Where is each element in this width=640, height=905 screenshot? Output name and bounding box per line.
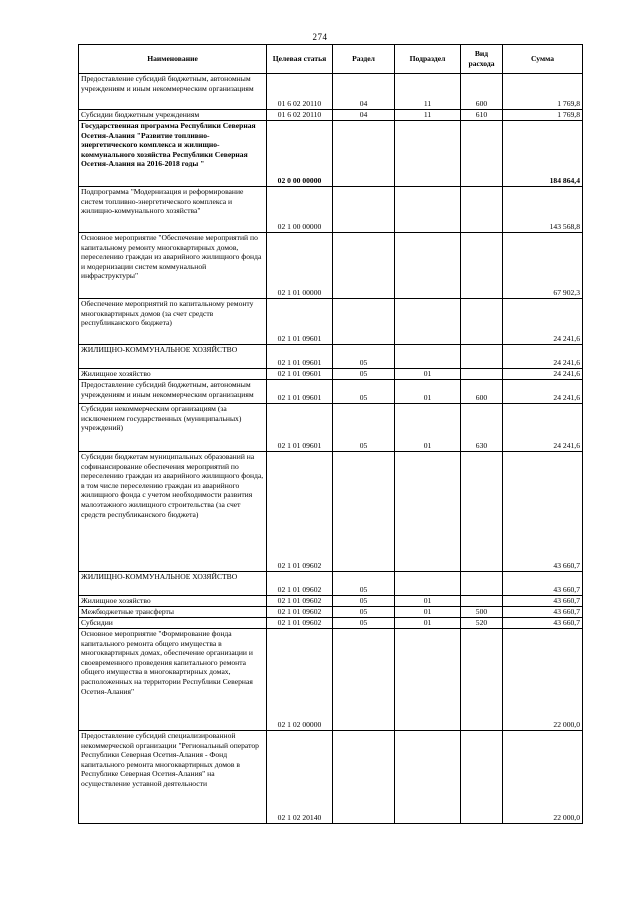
row-target-article: 01 6 02 20110 xyxy=(267,74,333,110)
row-expense-type xyxy=(461,731,503,824)
row-expense-type xyxy=(461,121,503,187)
row-expense-type xyxy=(461,299,503,345)
row-section: 05 xyxy=(333,607,395,618)
row-subsection: 01 xyxy=(395,607,461,618)
row-subsection: 11 xyxy=(395,110,461,121)
row-name: ЖИЛИЩНО-КОММУНАЛЬНОЕ ХОЗЯЙСТВО xyxy=(79,345,267,369)
table-row xyxy=(79,618,583,629)
header-target-article: Целевая статья xyxy=(267,45,333,74)
row-target-article: 02 1 02 20140 xyxy=(267,731,333,824)
row-name: Основное мероприятие "Обеспечение мероприятий по капитальному ремонту многоквартирных домов, переселению граждан из аварийного жилищного фонда и модернизации систем коммунальной инфраструктуры" xyxy=(79,233,267,299)
row-target-article: 02 1 01 09601 xyxy=(267,369,333,380)
row-sum: 43 660,7 xyxy=(503,607,583,618)
row-target-article: 02 1 01 09601 xyxy=(267,299,333,345)
row-name: Предоставление субсидий бюджетным, автономным учреждениям и иным некоммерческим организациям xyxy=(79,74,267,110)
table-row xyxy=(79,596,583,607)
row-expense-type xyxy=(461,596,503,607)
row-subsection: 01 xyxy=(395,380,461,404)
row-name: Обеспечение мероприятий по капитальному ремонту многоквартирных домов (за счет средств республиканского бюджета) xyxy=(79,299,267,345)
table-row xyxy=(79,299,583,345)
row-expense-type: 600 xyxy=(461,74,503,110)
row-name: Предоставление субсидий бюджетным, автономным учреждениям и иным некоммерческим организациям xyxy=(79,380,267,404)
row-subsection xyxy=(395,345,461,369)
row-sum: 43 660,7 xyxy=(503,618,583,629)
row-expense-type xyxy=(461,187,503,233)
row-target-article: 02 1 01 09602 xyxy=(267,572,333,596)
row-target-article: 02 1 01 09602 xyxy=(267,607,333,618)
row-subsection xyxy=(395,731,461,824)
row-subsection xyxy=(395,299,461,345)
row-section xyxy=(333,121,395,187)
row-name: ЖИЛИЩНО-КОММУНАЛЬНОЕ ХОЗЯЙСТВО xyxy=(79,572,267,596)
row-name: Жилищное хозяйство xyxy=(79,369,267,380)
row-subsection: 11 xyxy=(395,74,461,110)
row-section: 05 xyxy=(333,596,395,607)
row-section xyxy=(333,452,395,572)
table-row xyxy=(79,572,583,596)
row-section: 05 xyxy=(333,572,395,596)
row-name: Основное мероприятие "Формирование фонда капитального ремонта общего имущества в многоквартирных домах, обеспечение организации и своевременного проведения капитального ремонта общего имущества в многоквартирных домах, расположенных на территории Республики Северная Осетия-Алания" xyxy=(79,629,267,731)
row-target-article: 01 6 02 20110 xyxy=(267,110,333,121)
row-target-article: 02 1 01 09602 xyxy=(267,596,333,607)
row-expense-type xyxy=(461,345,503,369)
table-row xyxy=(79,452,583,572)
row-section xyxy=(333,629,395,731)
budget-table xyxy=(78,44,583,824)
row-name: Жилищное хозяйство xyxy=(79,596,267,607)
header-sum: Сумма xyxy=(503,45,583,74)
row-section: 05 xyxy=(333,404,395,452)
table-row xyxy=(79,607,583,618)
row-expense-type xyxy=(461,452,503,572)
row-sum: 43 660,7 xyxy=(503,596,583,607)
row-subsection: 01 xyxy=(395,404,461,452)
row-expense-type xyxy=(461,233,503,299)
table-row xyxy=(79,121,583,187)
header-subsection: Подраздел xyxy=(395,45,461,74)
row-section xyxy=(333,187,395,233)
row-sum: 22 000,0 xyxy=(503,629,583,731)
header-expense-type: Вид расхода xyxy=(461,45,503,74)
table-row xyxy=(79,369,583,380)
row-expense-type xyxy=(461,572,503,596)
row-expense-type: 520 xyxy=(461,618,503,629)
row-section xyxy=(333,233,395,299)
row-subsection xyxy=(395,629,461,731)
table-row xyxy=(79,74,583,110)
row-sum: 67 902,3 xyxy=(503,233,583,299)
table-row xyxy=(79,187,583,233)
table-row xyxy=(79,345,583,369)
table-row xyxy=(79,233,583,299)
row-sum: 22 000,0 xyxy=(503,731,583,824)
row-sum: 24 241,6 xyxy=(503,404,583,452)
page-number: 274 xyxy=(312,32,328,42)
row-target-article: 02 1 01 09601 xyxy=(267,404,333,452)
row-sum: 43 660,7 xyxy=(503,572,583,596)
row-sum: 24 241,6 xyxy=(503,299,583,345)
row-name: Субсидии xyxy=(79,618,267,629)
row-expense-type: 630 xyxy=(461,404,503,452)
row-name: Субсидии некоммерческим организациям (за исключением государственных (муниципальных) учреждений) xyxy=(79,404,267,452)
row-section xyxy=(333,731,395,824)
table-row xyxy=(79,404,583,452)
row-sum: 24 241,6 xyxy=(503,369,583,380)
row-sum: 1 769,8 xyxy=(503,74,583,110)
row-subsection: 01 xyxy=(395,618,461,629)
row-expense-type: 600 xyxy=(461,380,503,404)
row-target-article: 02 0 00 00000 xyxy=(267,121,333,187)
table-row xyxy=(79,731,583,824)
header-section: Раздел xyxy=(333,45,395,74)
row-name: Субсидии бюджетным учреждениям xyxy=(79,110,267,121)
table-header-row xyxy=(79,45,583,74)
row-expense-type xyxy=(461,369,503,380)
row-sum: 143 568,8 xyxy=(503,187,583,233)
row-subsection xyxy=(395,452,461,572)
row-target-article: 02 1 01 09601 xyxy=(267,345,333,369)
row-section: 05 xyxy=(333,618,395,629)
row-name: Предоставление субсидий специализированной некоммерческой организации "Региональный оператор Республики Северная Осетия-Алания - Фонд капитального ремонта многоквартирных домов в Республике Северная Осетия-Алания" на осуществление уставной деятельности xyxy=(79,731,267,824)
row-sum: 184 864,4 xyxy=(503,121,583,187)
row-subsection: 01 xyxy=(395,596,461,607)
row-name: Подпрограмма "Модернизация и реформирование систем топливно-энергетического комплекса и жилищно-коммунального хозяйства" xyxy=(79,187,267,233)
row-subsection: 01 xyxy=(395,369,461,380)
row-section: 05 xyxy=(333,345,395,369)
row-name: Межбюджетные трансферты xyxy=(79,607,267,618)
row-section: 05 xyxy=(333,369,395,380)
row-name: Субсидии бюджетам муниципальных образований на софинансирование обеспечения мероприятий по переселению граждан из аварийного жилищного фонда, в том числе переселению граждан из аварийного жилищного фонда с учетом необходимости развития малоэтажного жилищного строительства (за счет средств республиканского бюджета) xyxy=(79,452,267,572)
row-target-article: 02 1 01 00000 xyxy=(267,233,333,299)
row-expense-type: 500 xyxy=(461,607,503,618)
row-subsection xyxy=(395,121,461,187)
row-section xyxy=(333,299,395,345)
header-name: Наименование xyxy=(79,45,267,74)
table-row xyxy=(79,110,583,121)
row-section: 05 xyxy=(333,380,395,404)
row-section: 04 xyxy=(333,74,395,110)
row-subsection xyxy=(395,572,461,596)
table-row xyxy=(79,380,583,404)
row-sum: 24 241,6 xyxy=(503,345,583,369)
row-name: Государственная программа Республики Северная Осетия-Алания "Развитие топливно-энергетического комплекса и жилищно-коммунального хозяйства Республики Северная Осетия-Алания на 2016-2018 годы " xyxy=(79,121,267,187)
row-target-article: 02 1 00 00000 xyxy=(267,187,333,233)
row-sum: 1 769,8 xyxy=(503,110,583,121)
row-target-article: 02 1 01 09602 xyxy=(267,618,333,629)
row-expense-type xyxy=(461,629,503,731)
row-section: 04 xyxy=(333,110,395,121)
row-sum: 24 241,6 xyxy=(503,380,583,404)
row-target-article: 02 1 01 09601 xyxy=(267,380,333,404)
row-target-article: 02 1 01 09602 xyxy=(267,452,333,572)
table-row xyxy=(79,629,583,731)
row-sum: 43 660,7 xyxy=(503,452,583,572)
row-target-article: 02 1 02 00000 xyxy=(267,629,333,731)
row-subsection xyxy=(395,187,461,233)
row-expense-type: 610 xyxy=(461,110,503,121)
row-subsection xyxy=(395,233,461,299)
